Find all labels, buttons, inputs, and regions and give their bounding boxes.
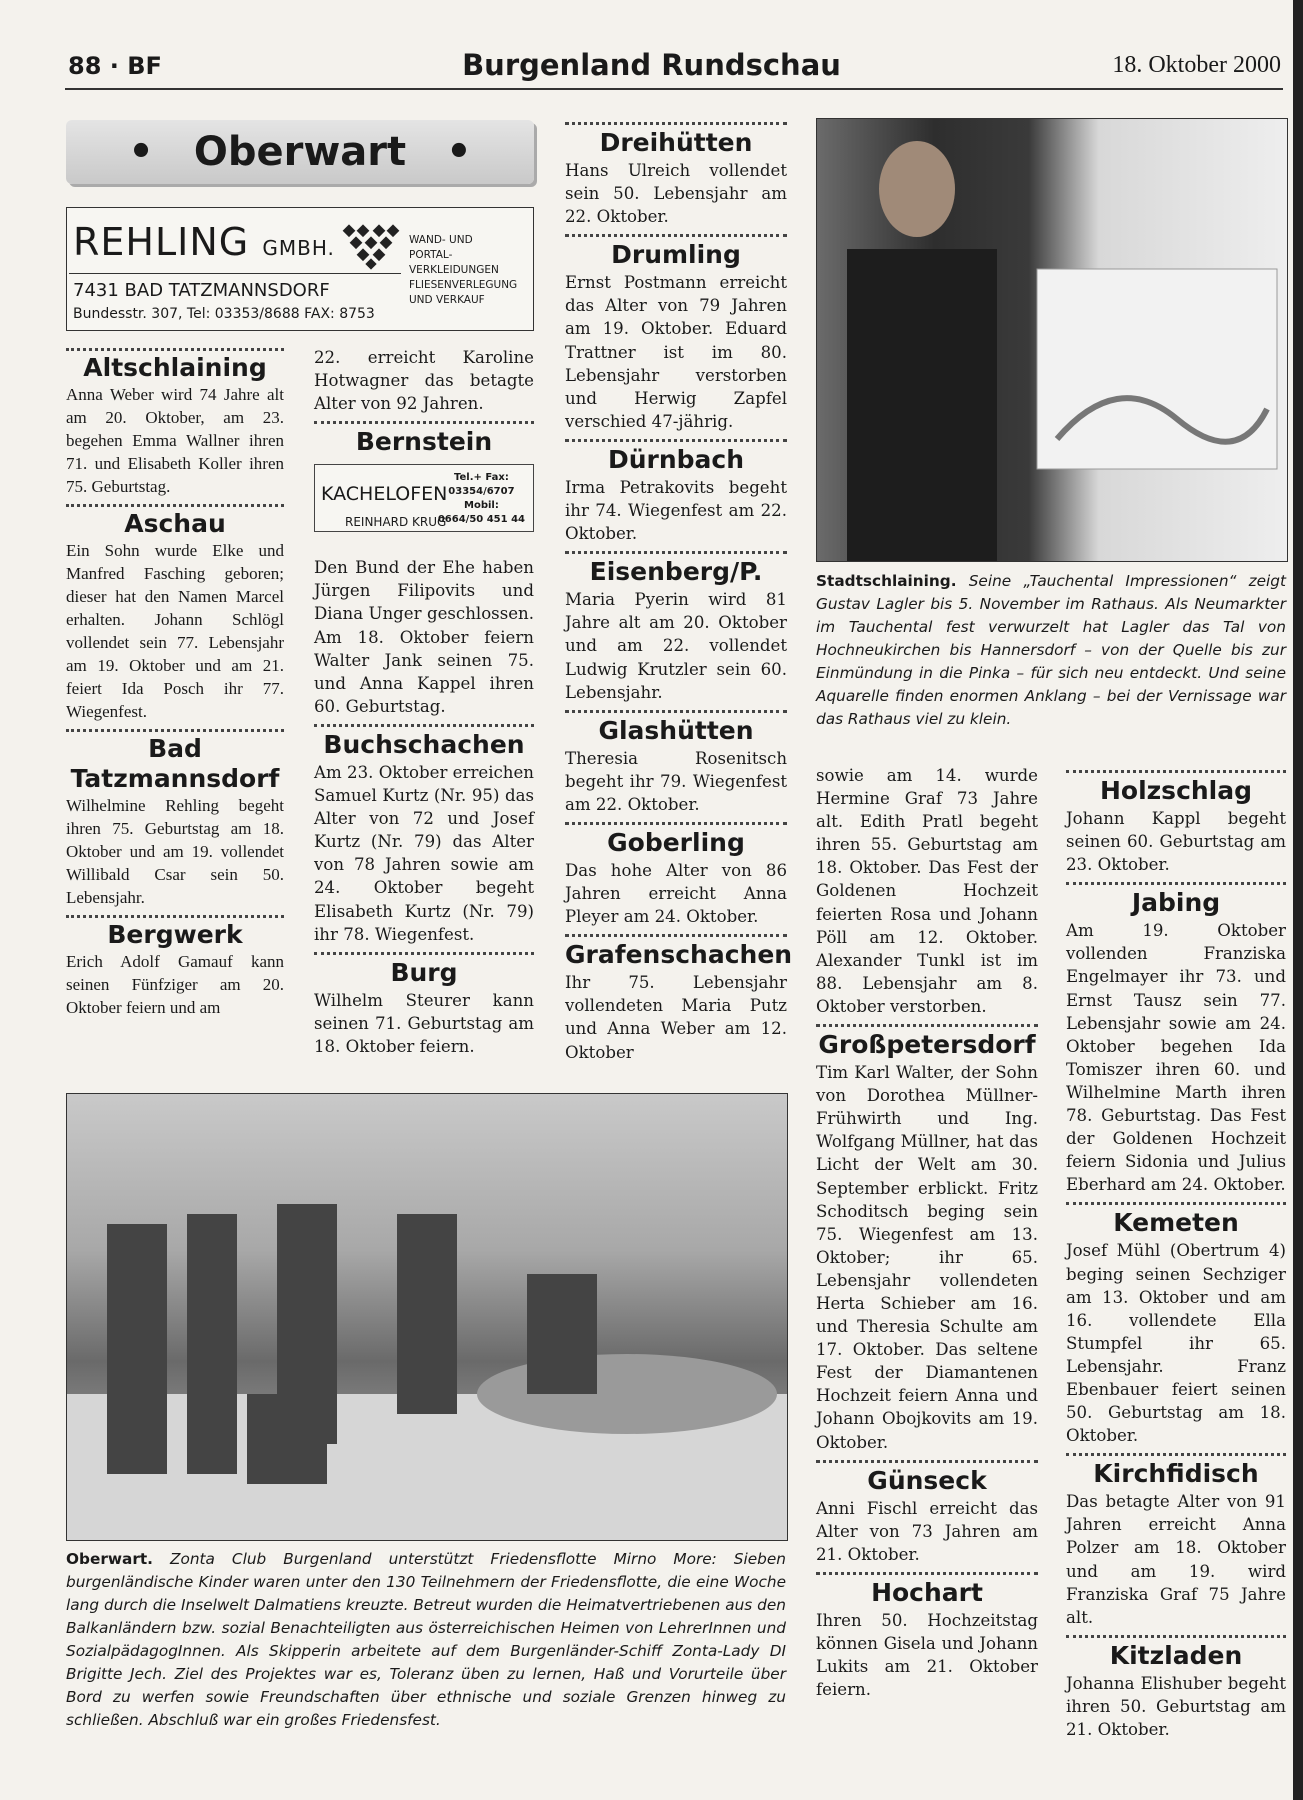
article-heading: Eisenberg/P. [589,557,763,587]
newspaper-title: Burgenland Rundschau [462,48,841,82]
article-heading: Bergwerk [107,920,243,949]
header-rule [65,88,1283,90]
article-heading: Großpetersdorf [818,1030,1036,1060]
column-5 [1066,764,1286,1741]
article-heading: Altschlaining [83,353,267,382]
dotted-separator [314,952,534,955]
dotted-separator [1066,1453,1286,1456]
ad-divider [69,273,401,274]
article-text: Ernst Postmann erreicht das Alter von 79 Jahren am 19. Oktober. Eduard Trattner ist im 80. Lebensjahr verstorben und Herwig Zapfel verschied 47-jährig. [565,273,787,431]
article-text: Johann Kappl begeht seinen 60. Geburtstag am 23. Oktober. [1066,809,1286,875]
article-heading: Jabing [1131,888,1221,918]
article-text: Hans Ulreich vollendet sein 50. Lebensjahr am 22. Oktober. [565,161,787,227]
group-photo-illustration [67,1094,787,1540]
article-heading: Grafenschachen [565,940,793,970]
ad-contact: Tel.+ Fax: 03354/6707 Mobil: 0664/50 451 44 [437,472,525,526]
ad-company-name: REHLING GMBH. [73,220,335,264]
photo-zonta-club-children [66,1093,788,1541]
portrait-illustration [817,119,1287,561]
ad-name: KACHELOFEN [321,483,448,506]
article-heading: Holzschlag [1099,776,1253,805]
article-continuation: sowie am 14. wurde Hermine Graf 73 Jahre alt. Edith Pratl begeht ihren 55. Geburtstag am 18. Oktober. Das Fest der Goldenen Hochzeit feierten Rosa und Johann Pöll am 12. Oktober. Alexander Tunkl ist im 88. Lebensjahr am 8. Oktober verstorben. [816,766,1038,1016]
photo-caption-stadtschlaining: Stadtschlaining. Seine „Tauchental Impressionen“ zeigt Gustav Lagler bis 5. November im Rathaus. Als Neumarkter im Tauchental fest verwurzelt hat Lagler das Tal von Hochneukirchen bis Hannersdorf – von der Quelle bis zur Einmündung in die Pinka – für sich neu entdeckt. Und seine Aquarelle finden enormen Anklang – bei der Vernissage war das Rathaus viel zu klein. [816,572,1286,728]
tile-heart-logo-icon [339,224,403,270]
article-heading: Bernstein [355,427,493,457]
scan-edge [1293,0,1303,1800]
bullet: • [446,129,472,175]
article-continuation: 22. erreicht Karoline Hotwagner das betagte Alter von 92 Jahren. [314,348,534,414]
ad-owner: REINHARD KRUG [345,515,447,530]
dotted-separator [816,1572,1038,1575]
article-heading: Bad Tatzmannsdorf [70,734,280,793]
dotted-separator [565,822,787,825]
dotted-separator [66,348,284,351]
column-4 [816,764,1038,1701]
dotted-separator [565,551,787,554]
dotted-separator [816,1024,1038,1027]
article-text: Das hohe Alter von 86 Jahren erreicht Anna Pleyer am 24. Oktober. [565,860,787,927]
column-1 [66,342,284,1019]
dotted-separator [66,504,284,507]
article-text: Anni Fischl erreicht das Alter von 73 Jahren am 21. Oktober. [816,1498,1038,1564]
dotted-separator [1066,1202,1286,1205]
kachelofen-advertisement [314,464,534,532]
article-text: Den Bund der Ehe haben Jürgen Filipovits und Diana Unger geschlossen. Am 18. Oktober feiern Walter Jank seinen 75. und Anna Kappel ihren 60. Geburtstag. [314,558,534,716]
article-text: Am 19. Oktober vollenden Franziska Engelmayer ihr 73. und Ernst Tausz sein 77. Lebensjahr sowie am 24. Oktober begehen Ida Tomiszer ihren 60. und Wilhelmine Marth ihren 78. Geburtstag. Das Fest der Goldenen Hochzeit feiern Sidonia und Julius Eberhard am 24. Oktober. [1066,921,1286,1195]
article-heading: Hochart [871,1577,983,1607]
article-text: Josef Mühl (Obertrum 4) beging seinen Sechziger am 13. Oktober und am 16. vollendete Ella Stumpfel ihr 65. Lebensjahr. Franz Ebenbauer feiert seinen 50. Geburtstag am 18. Oktober. [1066,1241,1286,1446]
article-text: Erich Adolf Gamauf kann seinen Fünfziger am 20. Oktober feiern und am [66,952,284,1017]
article-heading: Burg [390,957,458,987]
article-heading: Kirchfidisch [1093,1459,1259,1489]
dotted-separator [565,439,787,442]
article-heading: Glashütten [598,715,754,745]
article-text: Ihren 50. Hochzeitstag können Gisela und Johann Lukits am 21. Oktober feiern. [816,1610,1038,1700]
section-banner [66,120,534,184]
article-heading: Buchschachen [323,729,525,759]
dotted-separator [1066,882,1286,885]
dotted-separator [565,710,787,713]
article-heading: Goberling [607,827,745,857]
ad-address: 7431 BAD TATZMANNSDORF [73,280,330,301]
article-text: Johanna Elishuber begeht ihren 50. Geburtstag am 21. Oktober. [1066,1673,1286,1739]
article-text: Wilhelm Steurer kann seinen 71. Geburtstag am 18. Oktober feiern. [314,990,534,1056]
article-heading: Dreihütten [599,128,753,157]
dotted-separator [565,122,787,125]
ad-services: WAND- UND PORTAL- VERKLEIDUNGEN FLIESENVERLEGUNG UND VERKAUF [409,234,518,306]
dotted-separator [66,729,284,732]
article-text: Am 23. Oktober erreichen Samuel Kurtz (Nr. 95) das Alter von 72 und Josef Kurtz (Nr. 79) das Alter von 78 Jahren sowie am 24. Oktober begeht Elisabeth Kurtz (Nr. 79) ihr 78. Wiegenfest. [314,762,534,944]
article-text: Maria Pyerin wird 81 Jahre alt am 20. Oktober und am 22. vollendet Ludwig Krutzler sein 60. Lebensjahr. [565,590,787,702]
article-text: Theresia Rosenitsch begeht ihr 79. Wiegenfest am 22. Oktober. [565,748,787,814]
article-text: Ein Sohn wurde Elke und Manfred Fasching geboren; dieser hat den Namen Marcel erhalten. Johann Schlögl vollendet sein 77. Lebensjahr am 19. Oktober und am 21. feiert Ida Posch ihr 77. Wiegenfest. [66,541,284,721]
dotted-separator [565,934,787,937]
dotted-separator [66,915,284,918]
issue-date: 18. Oktober 2000 [1112,52,1281,78]
column-3 [565,116,793,1064]
section-title: Oberwart [193,129,407,175]
article-text: Tim Karl Walter, der Sohn von Dorothea Müllner-Frühwirth und Ing. Wolfgang Müllner, hat das Licht der Welt am 30. September erblickt. Fritz Schoditsch beging sein 75. Wiegenfest am 13. Oktober; ihr 65. Lebensjahr vollendeten Herta Schieber am 16. und Theresia Schulte am 17. Oktober. Das seltene Fest der Diamantenen Hochzeit feiern Anna und Johann Obojkovits am 19. Oktober. [816,1063,1038,1452]
article-text: Das betagte Alter von 91 Jahren erreicht Anna Polzer am 18. Oktober und am 19. wird Franziska Graf 75 Jahre alt. [1066,1492,1286,1627]
dotted-separator [314,421,534,424]
article-heading: Kemeten [1113,1208,1239,1238]
article-heading: Günseck [867,1465,987,1495]
photo-caption-oberwart: Oberwart. Zonta Club Burgenland unterstützt Friedensflotte Mirno More: Sieben burgenländische Kinder waren unter den 130 Teilnehmern der Friedensflotte, die eine Woche lang durch die Inselwelt Dalmatiens kreuzte. Betreut wurden die Heimatvertriebenen aus den Balkanländern bzw. sozial Benachteiligten aus österreichischen Heimen von LehrerInnen und SozialpädagogInnen. Als Skipperin arbeitete auf dem Burgenländer-Schiff Zonta-Lady DI Brigitte Jech. Ziel des Projektes war es, Toleranz üben zu lernen, Haß und Vorurteile über Bord zu werfen sowie Freundschaften über ethnische und soziale Grenzen hinweg zu schließen. Abschluß war ein großes Friedensfest. [66,1550,786,1729]
dotted-separator [1066,770,1286,773]
article-heading: Drumling [611,240,741,270]
dotted-separator [816,1460,1038,1463]
photo-gustav-lagler [816,118,1288,562]
rehling-advertisement [66,207,534,331]
article-heading: Aschau [124,509,226,538]
article-text: Anna Weber wird 74 Jahre alt am 20. Oktober, am 23. begehen Emma Wallner ihren 71. und Elisabeth Koller ihren 75. Geburtstag. [66,385,284,496]
article-heading: Dürnbach [607,444,745,474]
article-text: Wilhelmine Rehling begeht ihren 75. Geburtstag am 18. Oktober und am 19. vollendet Willibald Csar sein 50. Lebensjahr. [66,796,284,907]
article-heading: Kitzladen [1109,1640,1243,1670]
page-number: 88 · BF [68,52,162,80]
dotted-separator [314,724,534,727]
article-text: Ihr 75. Lebensjahr vollendeten Maria Putz und Anna Weber am 12. Oktober [565,973,787,1062]
bullet: • [128,129,154,175]
article-text: Irma Petrakovits begeht ihr 74. Wiegenfest am 22. Oktober. [565,477,787,544]
column-2 [314,346,534,1058]
dotted-separator [1066,1635,1286,1638]
ad-street: Bundesstr. 307, Tel: 03353/8688 FAX: 8753 [73,306,375,322]
dotted-separator [565,234,787,237]
